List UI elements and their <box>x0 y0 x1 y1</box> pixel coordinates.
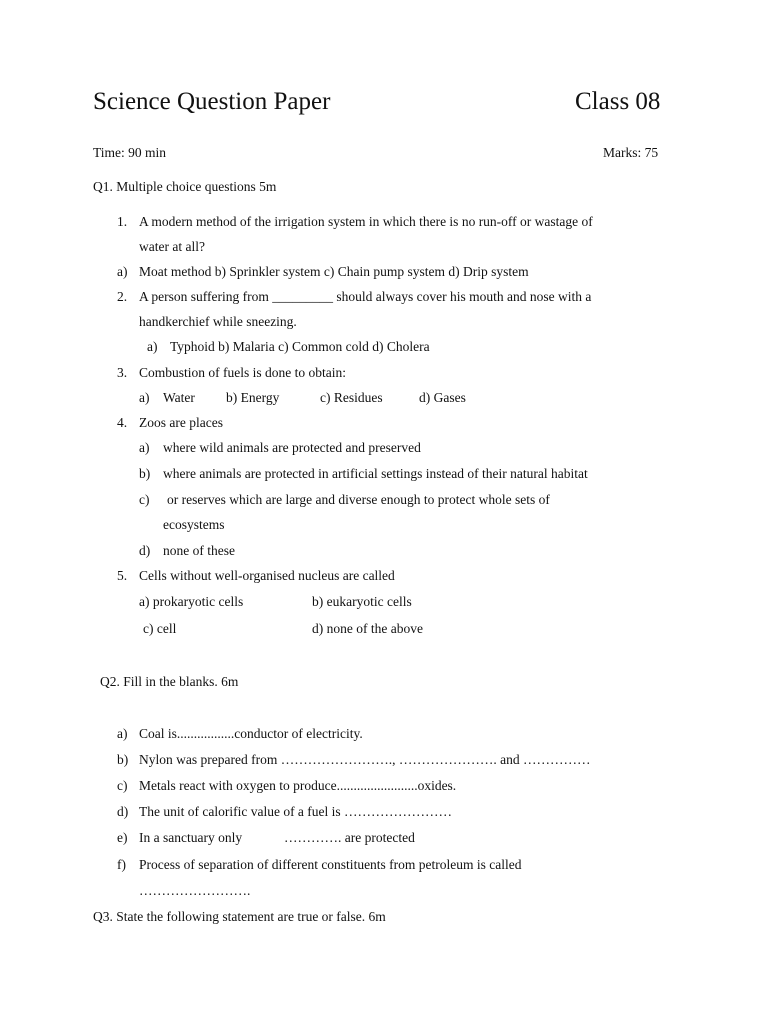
q1-item-text: water at all? <box>139 239 205 254</box>
q1-item-text: A person suffering from _________ should always cover his mouth and nose with a <box>139 289 592 304</box>
blank-text: In a sanctuary only <box>139 830 243 845</box>
q1-item-number: 5. <box>117 568 128 583</box>
q1-item-text: handkerchief while sneezing. <box>139 314 297 329</box>
blank-text: …………. are protected <box>284 830 415 845</box>
q1-item-number: 2. <box>117 289 128 304</box>
option-label: e) <box>117 830 128 845</box>
option-text: ecosystems <box>163 517 225 532</box>
option-label: a) <box>139 440 150 455</box>
paper-title: Science Question Paper <box>93 88 331 115</box>
blank-text: The unit of calorific value of a fuel is …………………… <box>139 804 453 819</box>
q1-item-number: 4. <box>117 415 128 430</box>
option-label: a) <box>117 726 128 741</box>
option-text: a) prokaryotic cells <box>139 594 244 609</box>
option-label: a) <box>139 390 150 405</box>
options-text: Moat method b) Sprinkler system c) Chain pump system d) Drip system <box>139 264 529 279</box>
option-label: f) <box>117 857 126 872</box>
option-text: c) Residues <box>320 390 383 405</box>
option-label: a) <box>117 264 128 279</box>
option-label: c) <box>117 778 128 793</box>
q1-heading: Q1. Multiple choice questions 5m <box>93 179 277 194</box>
option-label: c) <box>139 492 150 507</box>
q1-item-text: A modern method of the irrigation system in which there is no run-off or wastage of <box>139 214 593 229</box>
option-label: d) <box>139 543 151 558</box>
marks-label: Marks: 75 <box>603 145 659 160</box>
q1-item-number: 1. <box>117 214 128 229</box>
option-text: d) Gases <box>419 390 466 405</box>
option-text: where wild animals are protected and preserved <box>163 440 421 455</box>
option-text: Water <box>163 390 195 405</box>
time-label: Time: 90 min <box>93 145 167 160</box>
q1-item-number: 3. <box>117 365 128 380</box>
q1-item-text: Cells without well-organised nucleus are called <box>139 568 395 583</box>
option-text: b) eukaryotic cells <box>312 594 412 609</box>
option-label: b) <box>117 752 129 767</box>
q1-item-text: Zoos are places <box>139 415 223 430</box>
options-text: Typhoid b) Malaria c) Common cold d) Cholera <box>170 339 430 354</box>
blank-text: Nylon was prepared from ……………………., …………………. and …………… <box>139 752 591 767</box>
option-label: d) <box>117 804 129 819</box>
blank-text: Metals react with oxygen to produce........................oxides. <box>139 778 457 793</box>
option-label: a) <box>147 339 158 354</box>
option-label: b) <box>139 466 151 481</box>
option-text: d) none of the above <box>312 621 423 636</box>
q1-item-text: Combustion of fuels is done to obtain: <box>139 365 346 380</box>
blank-text: ……………………. <box>139 883 251 898</box>
option-text: where animals are protected in artificial settings instead of their natural habitat <box>163 466 588 481</box>
option-text: or reserves which are large and diverse enough to protect whole sets of <box>167 492 550 507</box>
q3-heading: Q3. State the following statement are true or false. 6m <box>93 909 386 924</box>
blank-text: Coal is.................conductor of electricity. <box>139 726 363 741</box>
option-text: c) cell <box>143 621 177 636</box>
option-text: b) Energy <box>226 390 280 405</box>
option-text: none of these <box>163 543 235 558</box>
q2-heading: Q2. Fill in the blanks. 6m <box>100 674 239 689</box>
blank-text: Process of separation of different constituents from petroleum is called <box>139 857 522 872</box>
class-label: Class 08 <box>575 88 661 115</box>
